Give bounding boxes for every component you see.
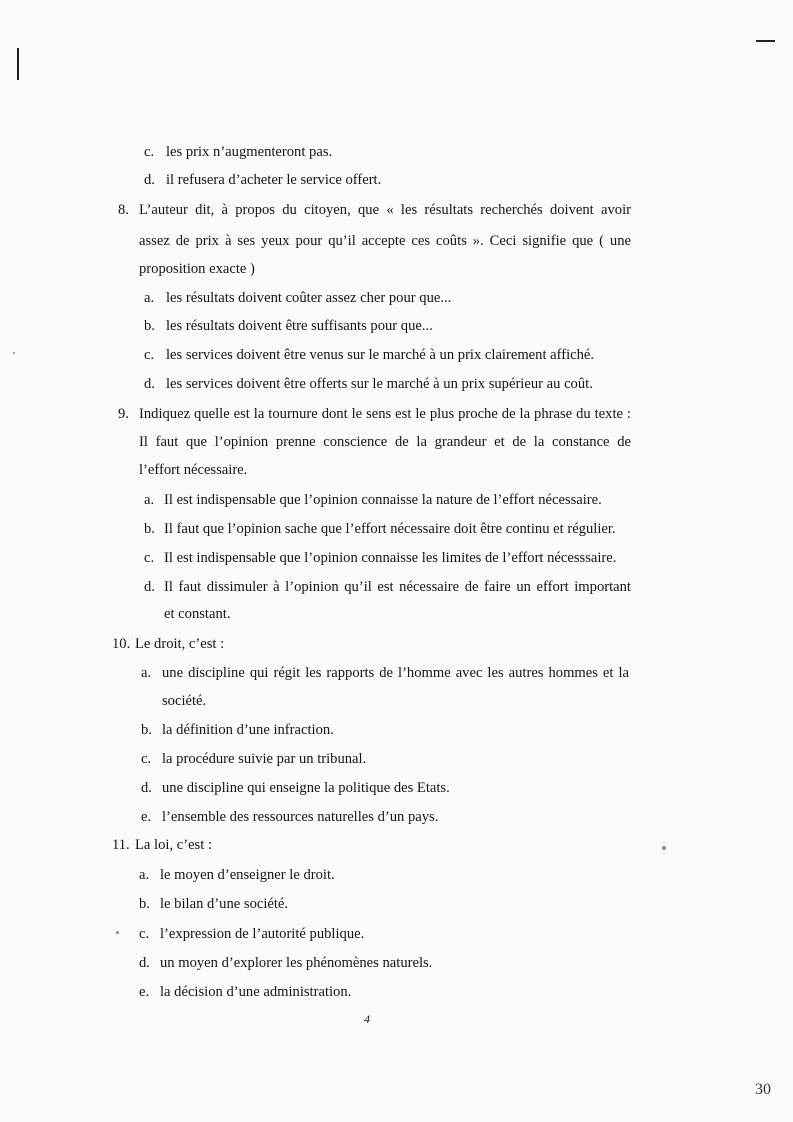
scan-speck [662,846,666,850]
option-text: le moyen d’enseigner le droit. [160,867,335,883]
option-text: la définition d’une infraction. [162,722,334,738]
option-text: les prix n’augmenteront pas. [166,144,333,160]
scan-mark-left [17,48,19,80]
option-label: d. [144,376,155,392]
question-stem: Le droit, c’est : [135,636,225,652]
option-label: b. [144,521,155,537]
option-text: les résultats doivent être suffisants pour que... [166,318,433,334]
option-label: c. [139,926,150,942]
option-label: d. [144,579,155,595]
option-text: le bilan d’une société. [160,896,289,912]
option-label: c. [144,347,155,363]
option-text: la procédure suivie par un tribunal. [162,751,367,767]
question-stem-line: Il faut que l’opinion prenne conscience de la grandeur et de la constance de [139,434,631,450]
option-label: c. [144,144,155,160]
option-label: a. [144,492,155,508]
question-number: 11. [112,837,130,853]
option-text: l’ensemble des ressources naturelles d’un pays. [162,809,439,825]
option-text: les services doivent être offerts sur le marché à un prix supérieur au coût. [166,376,593,392]
question-number: 8. [118,202,129,218]
option-text: l’expression de l’autorité publique. [160,926,365,942]
scan-speck [13,352,15,354]
option-text: Il faut dissimuler à l’opinion qu’il est nécessaire de faire un effort important [164,579,631,595]
question-stem-line: l’effort nécessaire. [139,462,248,478]
question-stem-line: assez de prix à ses yeux pour qu’il accepte ces coûts ». Ceci signifie que ( une [139,233,631,249]
question-stem-line: L’auteur dit, à propos du citoyen, que « les résultats recherchés doivent avoir [139,202,631,218]
question-stem-line: Indiquez quelle est la tournure dont le sens est le plus proche de la phrase du texte : [139,406,631,422]
question-number: 9. [118,406,129,422]
page-number: 4 [364,1012,370,1026]
option-label: b. [139,896,150,912]
scan-speck [116,931,119,934]
option-text-continued: société. [162,693,207,709]
option-text: une discipline qui régit les rapports de l’homme avec les autres hommes et la [162,665,629,681]
option-text-continued: et constant. [164,606,231,622]
option-label: d. [139,955,150,971]
sheet-number: 30 [755,1081,771,1098]
option-text: Il est indispensable que l’opinion connaisse les limites de l’effort nécesssaire. [164,550,617,566]
option-label: e. [141,809,152,825]
option-text: la décision d’une administration. [160,984,352,1000]
question-number: 10. [112,636,131,652]
option-label: a. [141,665,152,681]
option-label: a. [144,290,155,306]
option-text: un moyen d’explorer les phénomènes naturels. [160,955,433,971]
option-text: Il faut que l’opinion sache que l’effort nécessaire doit être continu et régulier. [164,521,616,537]
option-label: b. [141,722,152,738]
option-label: b. [144,318,155,334]
option-text: les services doivent être venus sur le marché à un prix clairement affiché. [166,347,595,363]
option-label: d. [144,172,155,188]
question-stem: La loi, c’est : [135,837,212,853]
option-text: les résultats doivent coûter assez cher pour que... [166,290,452,306]
option-label: a. [139,867,150,883]
option-label: d. [141,780,152,796]
option-label: c. [141,751,152,767]
option-text: il refusera d’acheter le service offert. [166,172,382,188]
option-text: Il est indispensable que l’opinion connaisse la nature de l’effort nécessaire. [164,492,602,508]
option-label: c. [144,550,155,566]
scan-mark-top-right [756,40,775,42]
option-text: une discipline qui enseigne la politique des Etats. [162,780,450,796]
question-stem-line: proposition exacte ) [139,261,255,277]
option-label: e. [139,984,150,1000]
